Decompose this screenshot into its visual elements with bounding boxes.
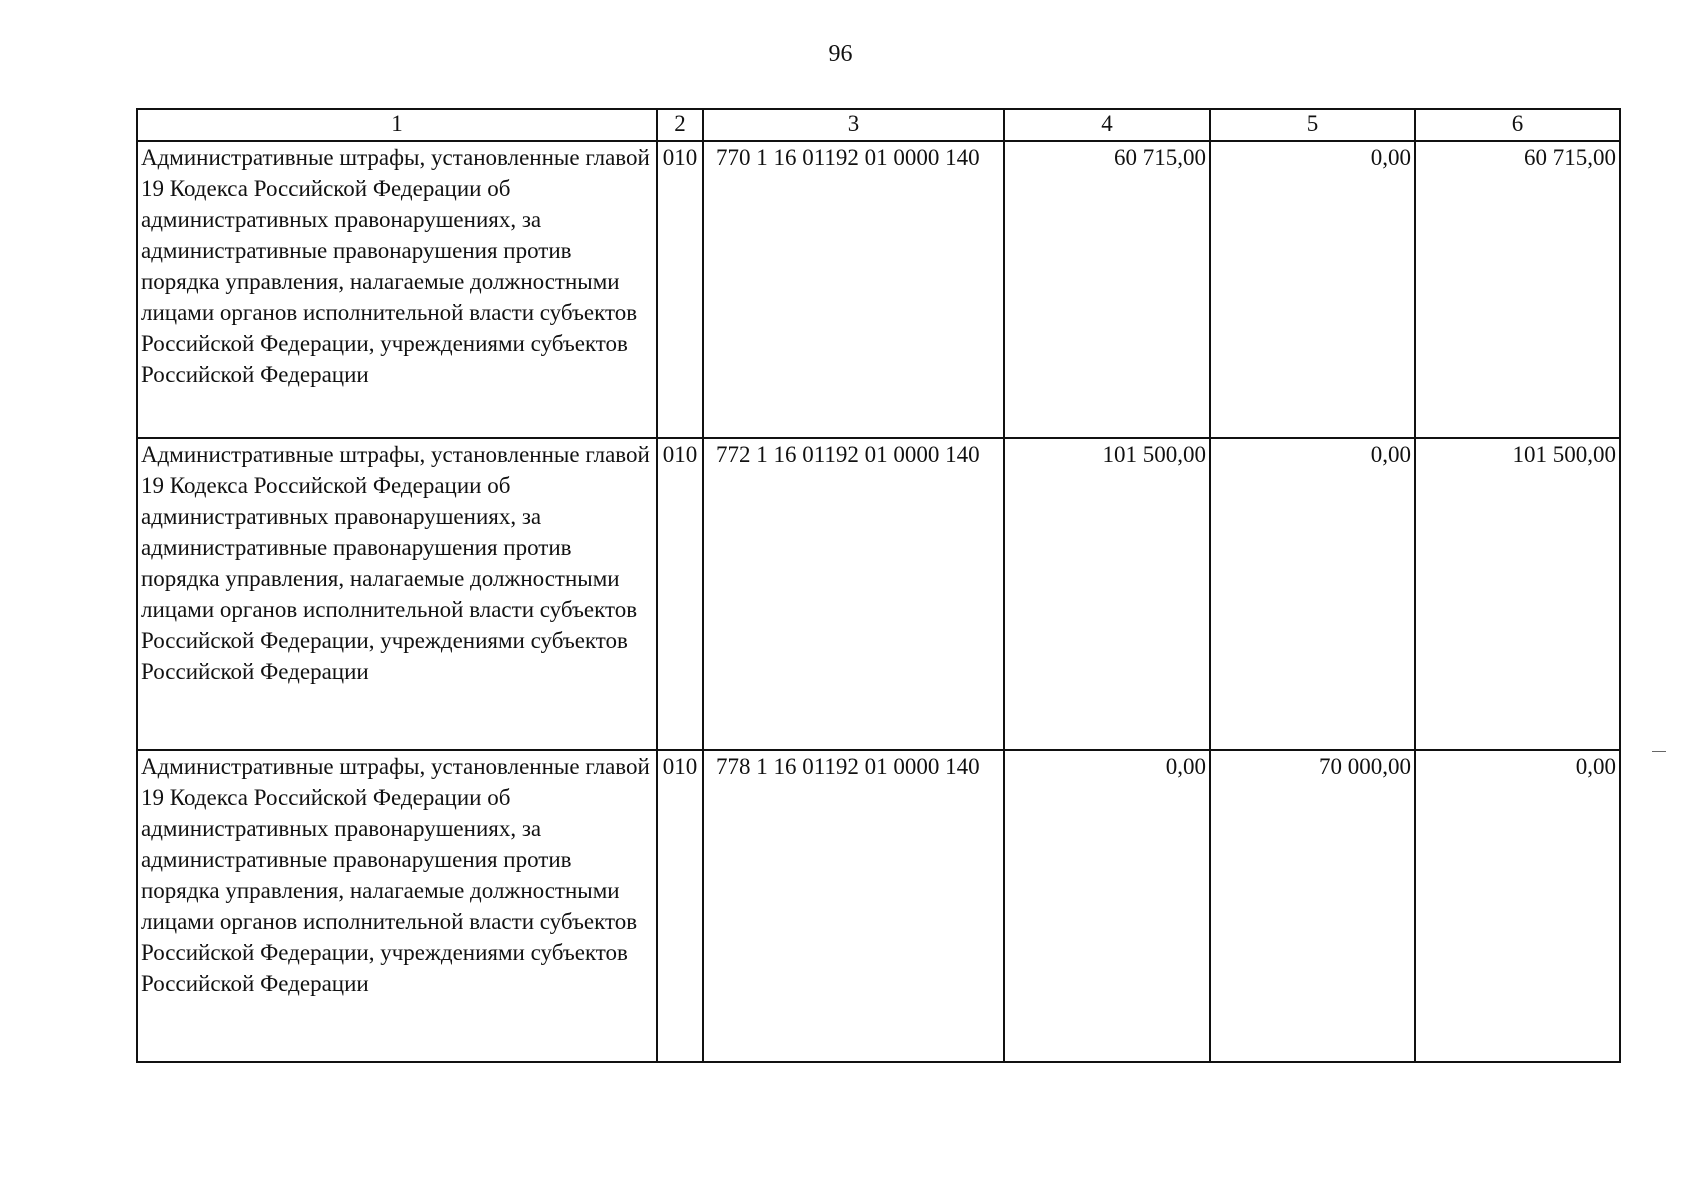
column-header-5: 5 (1210, 109, 1415, 141)
table-header-row (137, 109, 1620, 141)
row-col2-code: 010 (657, 750, 703, 1062)
row-description: Административные штрафы, установленные главой 19 Кодекса Российской Федерации об административных правонарушениях, за административные правонарушения против порядка управления, налагаемые должностными лицами органов исполнительной власти субъектов Российской Федерации, учреждениями субъектов Российской Федерации (137, 141, 657, 438)
row-budget-code: 770 1 16 01192 01 0000 140 (703, 141, 1004, 438)
row-col5-amount: 0,00 (1210, 438, 1415, 750)
row-col6-amount: 60 715,00 (1415, 141, 1620, 438)
column-header-6: 6 (1415, 109, 1620, 141)
row-col4-amount: 101 500,00 (1004, 438, 1210, 750)
page-number: 96 (828, 41, 853, 67)
budget-table (136, 108, 1621, 1063)
row-col5-amount: 70 000,00 (1210, 750, 1415, 1062)
row-col2-code: 010 (657, 438, 703, 750)
table-row (137, 438, 1620, 750)
row-col6-amount: 101 500,00 (1415, 438, 1620, 750)
row-budget-code: 772 1 16 01192 01 0000 140 (703, 438, 1004, 750)
scan-margin-mark (1652, 751, 1666, 752)
table-row (137, 750, 1620, 1062)
row-description: Административные штрафы, установленные главой 19 Кодекса Российской Федерации об административных правонарушениях, за административные правонарушения против порядка управления, налагаемые должностными лицами органов исполнительной власти субъектов Российской Федерации, учреждениями субъектов Российской Федерации (137, 438, 657, 750)
row-col2-code: 010 (657, 141, 703, 438)
row-col4-amount: 0,00 (1004, 750, 1210, 1062)
column-header-3: 3 (703, 109, 1004, 141)
table-row (137, 141, 1620, 438)
column-header-1: 1 (137, 109, 657, 141)
row-description: Административные штрафы, установленные главой 19 Кодекса Российской Федерации об административных правонарушениях, за административные правонарушения против порядка управления, налагаемые должностными лицами органов исполнительной власти субъектов Российской Федерации, учреждениями субъектов Российской Федерации (137, 750, 657, 1062)
row-col4-amount: 60 715,00 (1004, 141, 1210, 438)
row-col5-amount: 0,00 (1210, 141, 1415, 438)
column-header-4: 4 (1004, 109, 1210, 141)
row-budget-code: 778 1 16 01192 01 0000 140 (703, 750, 1004, 1062)
column-header-2: 2 (657, 109, 703, 141)
row-col6-amount: 0,00 (1415, 750, 1620, 1062)
